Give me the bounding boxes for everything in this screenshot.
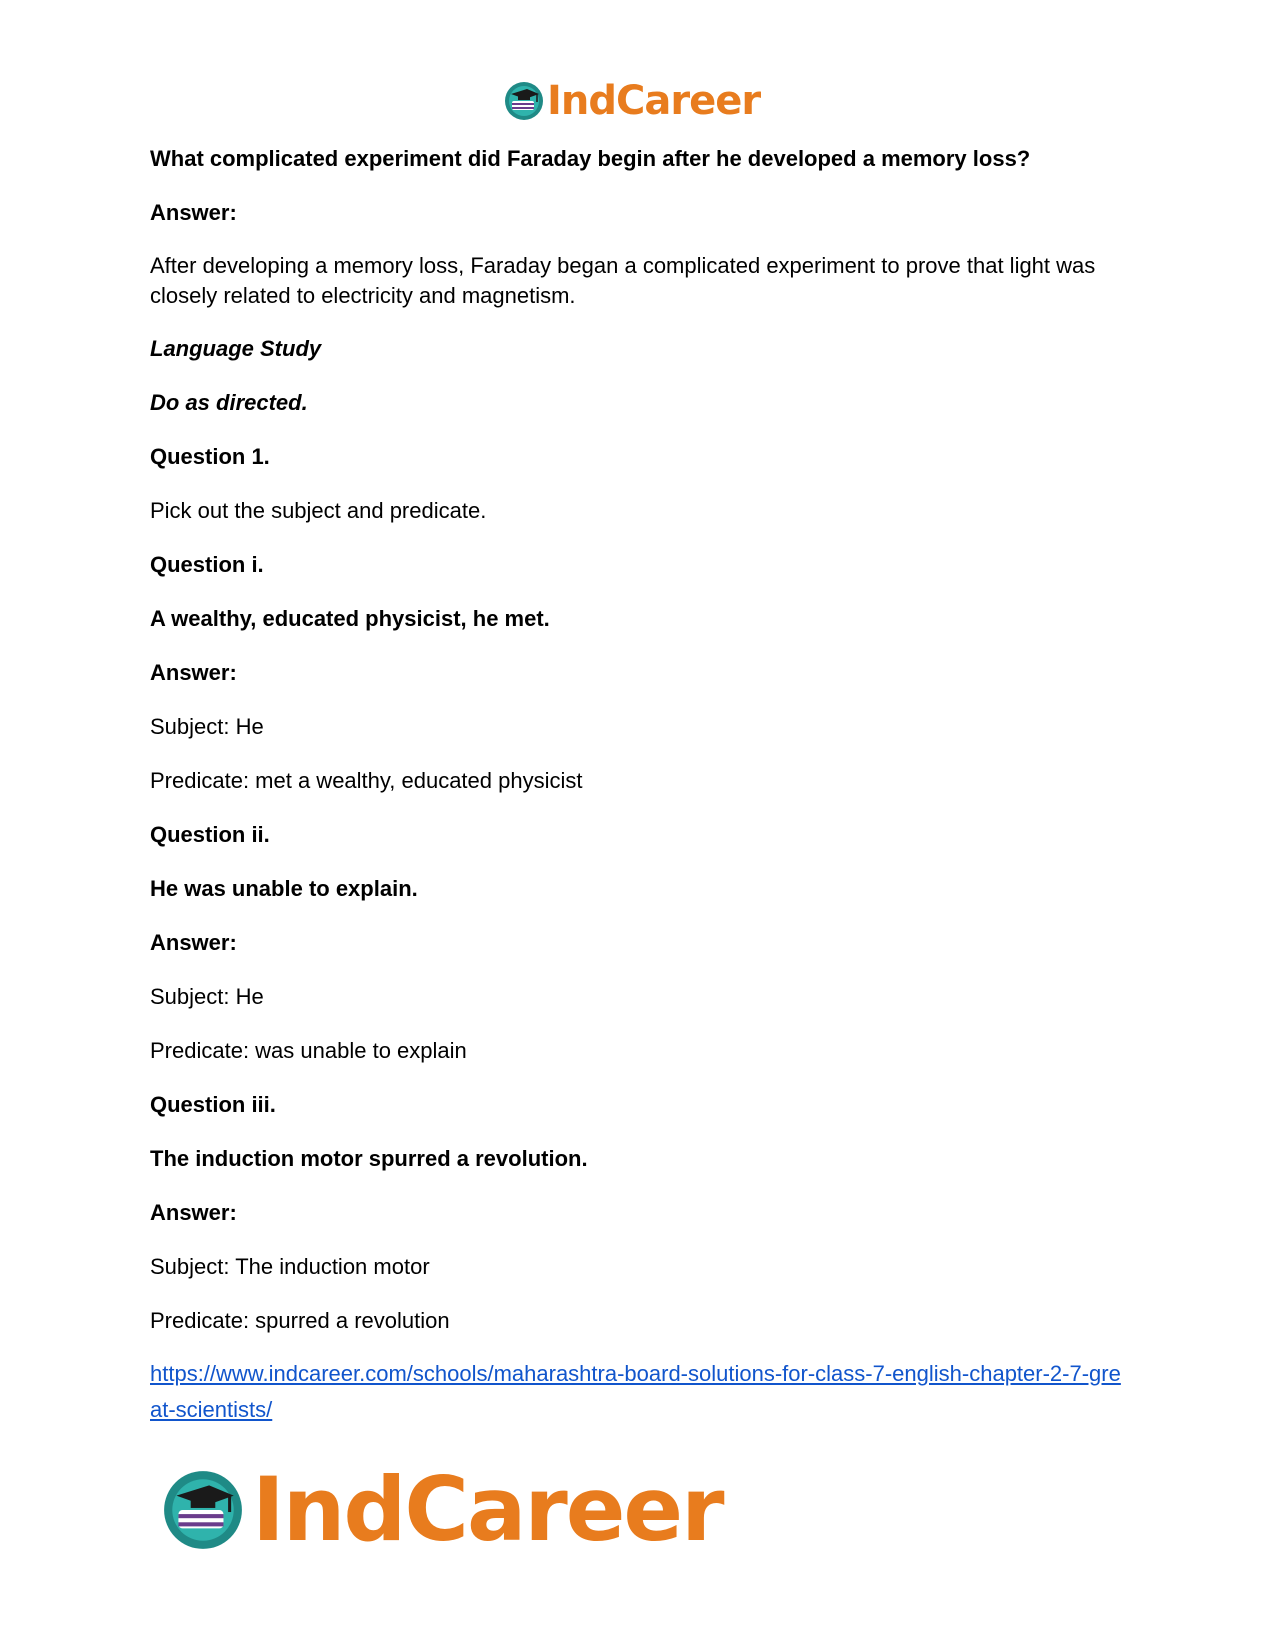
item-sentence: The induction motor spurred a revolution. — [150, 1146, 588, 1171]
item-predicate: Predicate: met a wealthy, educated physicist — [150, 768, 583, 793]
section-instruction: Do as directed. — [150, 390, 308, 415]
item-label: Question i. — [150, 552, 264, 577]
item-label: Question iii. — [150, 1092, 276, 1117]
item-predicate: Predicate: was unable to explain — [150, 1038, 467, 1063]
item-answer-label: Answer: — [150, 1200, 237, 1225]
intro-answer-text: After developing a memory loss, Faraday began a complicated experiment to prove that light was closely related to electricity and magnetism. — [150, 253, 1096, 308]
item-answer-label: Answer: — [150, 660, 237, 685]
intro-answer-label: Answer: — [150, 200, 237, 225]
brand-name: IndCareer — [547, 78, 761, 124]
item-label: Question ii. — [150, 822, 270, 847]
graduation-book-icon — [160, 1467, 246, 1553]
question1-label: Question 1. — [150, 444, 270, 469]
item-sentence: A wealthy, educated physicist, he met. — [150, 606, 550, 631]
brand-name: IndCareer — [252, 1458, 723, 1561]
header-logo — [503, 80, 760, 122]
item-subject: Subject: He — [150, 714, 264, 739]
source-link[interactable]: https://www.indcareer.com/schools/maharashtra-board-solutions-for-class-7-english-chapter-2-7-great-scientists/ — [150, 1361, 1121, 1422]
item-predicate: Predicate: spurred a revolution — [150, 1308, 450, 1333]
item-subject: Subject: The induction motor — [150, 1254, 430, 1279]
question1-prompt: Pick out the subject and predicate. — [150, 498, 487, 523]
item-answer-label: Answer: — [150, 930, 237, 955]
graduation-book-icon — [503, 80, 545, 122]
section-heading: Language Study — [150, 336, 322, 361]
item-sentence: He was unable to explain. — [150, 876, 418, 901]
item-subject: Subject: He — [150, 984, 264, 1009]
intro-question: What complicated experiment did Faraday begin after he developed a memory loss? — [150, 146, 1031, 171]
footer-logo — [160, 1458, 723, 1561]
